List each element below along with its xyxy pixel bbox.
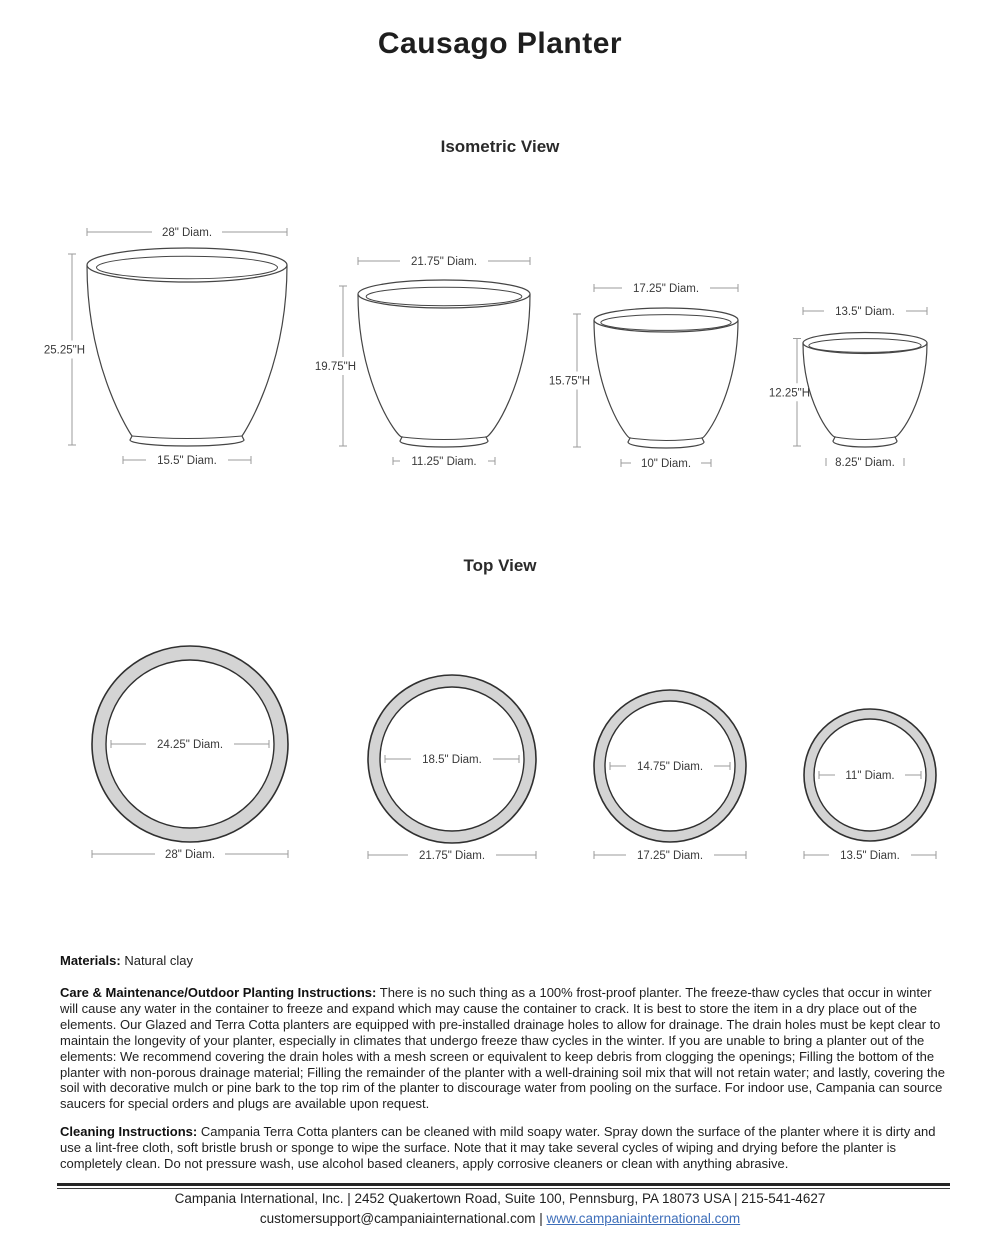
dimension-label: 21.75" Diam. [418,850,486,862]
cleaning-instructions-paragraph [60,1124,948,1172]
planter-body-outline [87,265,287,446]
dimension [87,227,287,239]
dimension-label: 18.5" Diam. [422,754,482,766]
dimension [594,850,746,862]
dimension-label: 24.25" Diam. [156,739,224,751]
footer-separator-rule [57,1183,950,1189]
dimension-label: 11.25" Diam. [411,456,477,468]
page-title: Causago Planter [377,27,623,60]
dimension-label: 13.5" Diam. [840,850,900,862]
dimension-label: 28" Diam. [161,227,213,239]
care-instructions-paragraph [60,985,948,1112]
planter-drawing-1 [44,227,287,467]
planter-drawing-4 [769,306,927,469]
planter-foot-seam [835,437,895,440]
dimension [368,850,536,862]
planter-foot-seam [402,437,486,440]
dimension-label: 17.25" Diam. [636,850,704,862]
dimension [315,286,356,446]
isometric-view-heading: Isometric View [440,137,560,156]
top-view-drawing-4 [804,709,936,862]
care-instructions-label: Care & Maintenance/Outdoor Planting Instructions: [60,985,377,1000]
top-view-heading: Top View [463,556,537,575]
dimension [549,314,590,447]
dimension-label: 13.5" Diam. [835,306,895,318]
dimension [393,456,495,468]
dimension-label: 8.25" Diam. [835,457,895,469]
footer-contact-line [0,1211,1000,1226]
dimension-label: 12.25"H [768,387,810,400]
planter-foot-seam [630,438,702,441]
dimension [123,455,251,467]
dimension-label: 17.25" Diam. [632,283,700,295]
footer-pipe: | [539,1211,543,1226]
planter-drawing-2 [315,256,530,468]
cleaning-instructions-label: Cleaning Instructions: [60,1124,198,1139]
footer-email: customersupport@campaniainternational.com [259,1211,536,1226]
dimension-label: 21.75" Diam. [410,256,478,268]
planter-body-outline [358,294,530,447]
dimension-label: 10" Diam. [640,458,692,470]
dimension [594,283,738,295]
dimension [826,457,904,469]
dimension [358,256,530,268]
dimension-label: 14.75" Diam. [636,761,704,773]
footer-company-line: Campania International, Inc. | 2452 Quakertown Road, Suite 100, Pennsburg, PA 18073 USA | 215-541-4627 [174,1191,826,1206]
dimension [92,849,288,861]
footer-website-link[interactable]: www.campaniainternational.com [546,1211,741,1226]
dimension [804,850,936,862]
planter-drawing-3 [549,283,738,470]
materials-line [60,953,948,969]
dimension-label: 28" Diam. [164,849,216,861]
top-view-drawing-2 [368,675,536,862]
dimension-label: 15.5" Diam. [157,455,217,467]
cleaning-instructions-text: Campania Terra Cotta planters can be cleaned with mild soapy water. Spray down the surface of the planter where it is dirty and use a lint-free cloth, soft bristle brush or sponge to wipe the surface. Note that it may take several cycles of wiping and drying before the planter is completely clean. Do not pressure wash, use alcohol based cleaners, apply corrosive cleaners or clean with anything abrasive. [60,1124,936,1171]
dimension-label: 19.75"H [314,361,356,373]
dimension-label: 15.75"H [548,375,590,388]
materials-label: Materials: [60,953,121,968]
dimension [803,306,927,318]
dimension [621,458,711,470]
dimension [44,254,85,445]
top-view-drawing-3 [594,690,746,862]
care-instructions-text: There is no such thing as a 100% frost-proof planter. The freeze-thaw cycles that occur in winter will cause any water in the container to freeze and expand which may cause the container to crack. It is best to store the item in a dry place out of the elements. Our Glazed and Terra Cotta planters are equipped with pre-installed drainage holes to allow for drainage. The drain holes must be kept clear to maintain the longevity of your planter, especially in climates that undergo freeze thaw cycles in the winter. If you are unable to bring a planter out of the elements: We recommend covering the drain holes with a mesh screen or equivalent to keep debris from clogging the openings; Filling the bottom of the planter with non-porous drainage material; Filling the remainder of the planter with a well-draining soil mix that will not retain water; and lastly, covering the soil with decorative mulch or pine bark to the top rim of the planter to discourage water from pooling on the surface. For indoor use, Campania can source saucers for special orders and plugs are available upon request. [60,985,945,1112]
planter-foot-seam [132,436,242,439]
materials-value: Natural clay [124,953,193,968]
planter-rim-inner [97,256,278,278]
planter-rim-inner [366,287,522,305]
planter-body-outline [803,343,927,447]
planter-rim-inner [601,315,731,331]
top-view-drawing-1 [92,646,288,861]
dimension-label: 11" Diam. [845,770,895,782]
planter-rim-inner [809,339,921,353]
planter-body-outline [594,320,738,448]
dimension-label: 25.25"H [43,344,85,357]
